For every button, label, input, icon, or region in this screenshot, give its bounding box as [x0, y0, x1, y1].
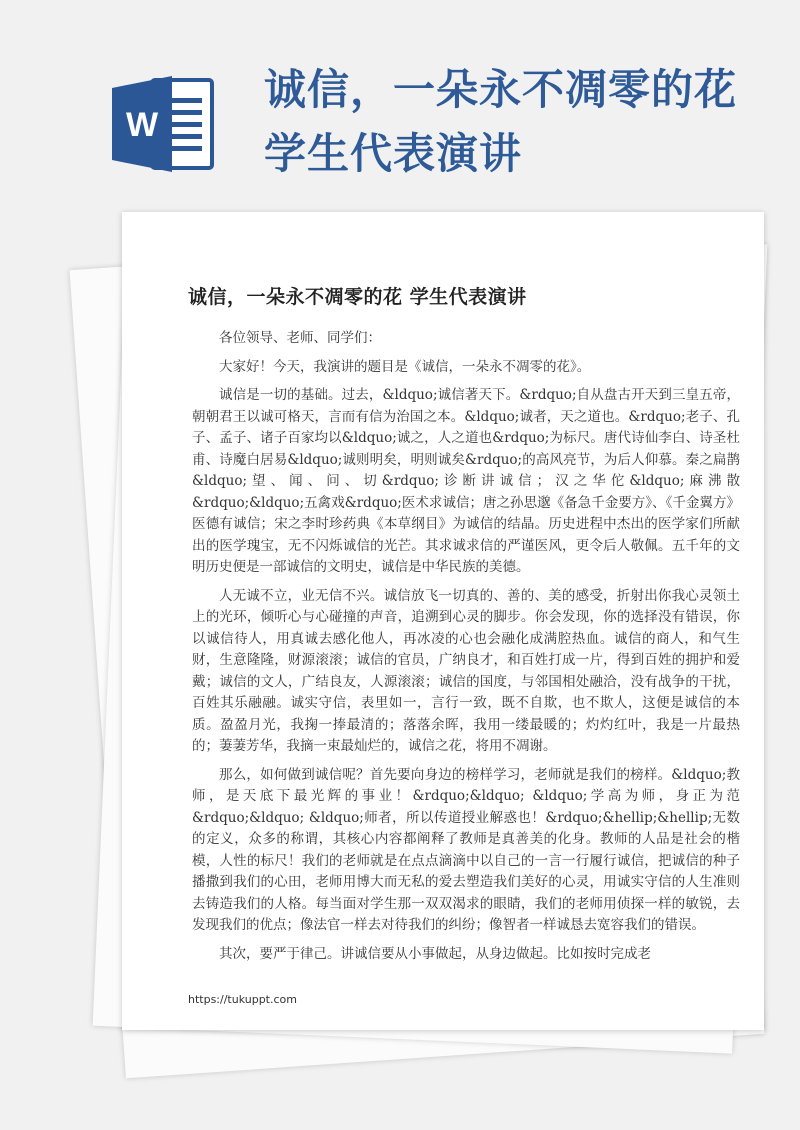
- cover-header: [0, 0, 800, 205]
- paragraph-teachers: 那么，如何做到诚信呢？首先要向身边的榜样学习，老师就是我们的榜样。&ldquo;教师，是天底下最光辉的事业！&rdquo;&ldquo; &ldquo;学高为师，身正为范&rdquo;&ldquo; &ldquo;师者，所以传道授业解惑也！&rdquo;&hellip;&hellip;无数的定义，众多的称谓，其核心内容都阐释了教师是真善美的化身。教师的人品是社会的楷模，人性的标尺！我们的老师就是在点点滴滴中以自己的一言一行履行诚信，把诚信的种子播撒到我们的心田，老师用博大而无私的爱去塑造我们美好的心灵，用诚实守信的人生准则去铸造我们的人格。每当面对学生那一双双渴求的眼睛，我们的老师用侦探一样的敏锐，去发现我们的优点；像法官一样去对待我们的纠纷；像智者一样诚恳去宽容我们的错误。: [192, 766, 740, 933]
- word-document-icon: [108, 68, 220, 180]
- paragraph-self-discipline: 其次，要严于律己。讲诚信要从小事做起，从身边做起。比如按时完成老: [219, 945, 651, 962]
- paragraph-intro: 大家好！今天，我演讲的题目是《诚信，一朵永不凋零的花》。: [219, 358, 591, 375]
- paragraph-history: 诚信是一切的基础。过去，&ldquo;诚信著天下。&rdquo;自从盘古开天到三皇五帝，朝朝君王以诚可格天，言而有信为治国之本。&ldquo;诚者，天之道也。&rdquo;老子、孔子、孟子、诸子百家均以&ldquo;诚之，人之道也&rdquo;为标尺。唐代诗仙李白、诗圣杜甫、诗魔白居易&ldquo;诚则明矣，明则诚矣&rdquo;的高风亮节，为后人仰慕。秦之扁鹊&ldquo;望、闻、问、切&rdquo;诊断讲诚信；汉之华佗&ldquo;麻沸散&rdquo;&ldquo;五禽戏&rdquo;医术求诚信；唐之孙思邈《备急千金要方》、《千金翼方》医德有诚信；宋之李时珍药典《本草纲目》为诚信的结晶。历史进程中杰出的医学家们所献出的医学瑰宝，无不闪烁诚信的光芒。其求诚求信的严谨医风，更令后人敬佩。五千年的文明历史便是一部诚信的文明史，诚信是中华民族的美德。: [192, 387, 740, 575]
- document-page: [122, 212, 764, 1030]
- paragraph-greeting: 各位领导、老师、同学们：: [219, 330, 381, 346]
- paragraph-value: 人无诚不立，业无信不兴。诚信放飞一切真的、善的、美的感受，折射出你我心灵领土上的光环，倾听心与心碰撞的声音，追溯到心灵的脚步。你会发现，你的选择没有错误，你以诚信待人，用真诚去感化他人，再冰凌的心也会融化成满腔热血。诚信的商人，和气生财，生意隆隆，财源滚滚；诚信的官员，广纳良才，和百姓打成一片，得到百姓的拥护和爱戴；诚信的文人，广结良友，人源滚滚；诚信的国度，与邻国相处融洽，没有战争的干扰，百姓其乐融融。诚实守信，表里如一，言行一致，既不自欺，也不欺人，这便是诚信的本质。盈盈月光，我掬一捧最清的；落落余晖，我用一缕最暖的；灼灼红叶，我是一片最热的；萋萋芳华，我摘一束最灿烂的，诚信之花，将用不凋谢。: [192, 587, 740, 754]
- cover-title: 诚信，一朵永不凋零的花学生代表演讲: [264, 65, 738, 178]
- document-title: 诚信，一朵永不凋零的花 学生代表演讲: [188, 286, 527, 308]
- word-logo-letter: W: [125, 106, 159, 144]
- document-body: [192, 328, 740, 965]
- footer-link[interactable]: https://tukuppt.com: [188, 993, 297, 1006]
